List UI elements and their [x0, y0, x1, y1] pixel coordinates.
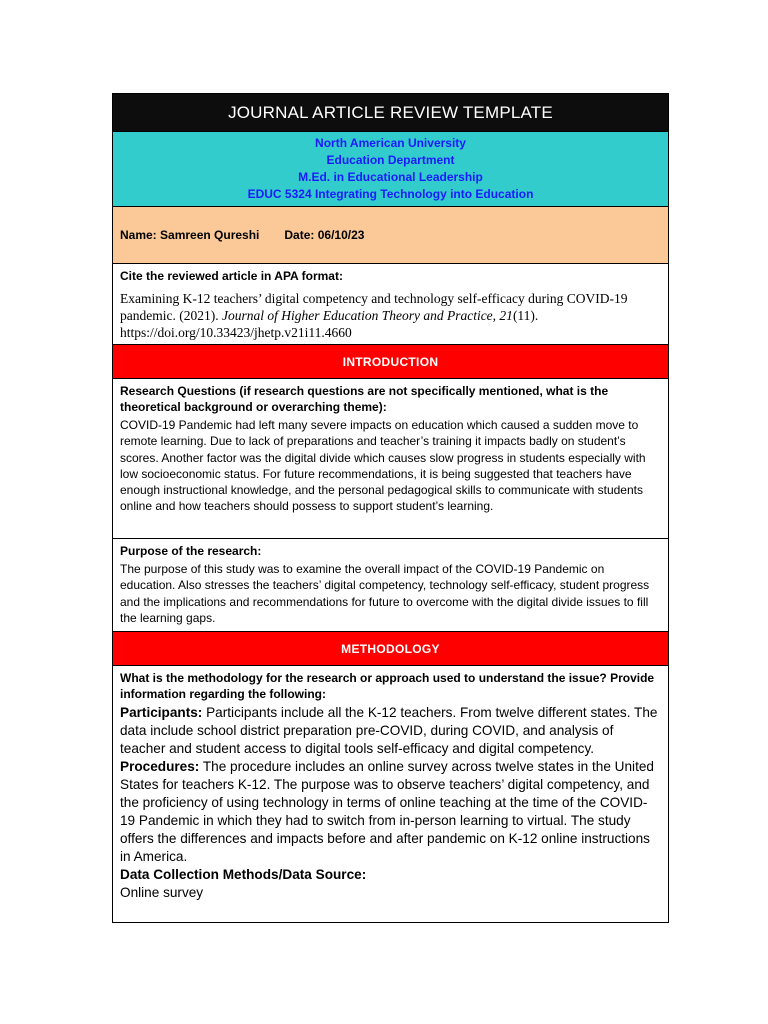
research-questions-label: Research Questions (if research questions are not specifically mentioned, what is the theoretical background or overarching theme):: [120, 384, 609, 414]
template-title-text: JOURNAL ARTICLE REVIEW TEMPLATE: [228, 102, 553, 122]
review-date: Date: 06/10/23: [284, 228, 365, 242]
template-title: [113, 94, 668, 132]
citation-block: [113, 264, 668, 345]
citation-journal: Journal of Higher Education Theory and Practice, 21: [221, 308, 513, 323]
program-name: M.Ed. in Educational Leadership: [298, 170, 483, 184]
university-block: [113, 132, 668, 207]
research-questions-block: [113, 379, 668, 539]
data-collection-text: Online survey: [120, 885, 204, 900]
procedures-text: The procedure includes an online survey across twelve states in the United States for teachers K-12. The purpose was to observe teachers’ digital competency, and the proficiency of using technology in terms of online teaching at the time of the COVID-19 Pandemic in which they had to switch from in-person learning to virtual. The study offers the differences and impacts before and after pandemic on K-12 online instructions in America.: [120, 759, 654, 864]
research-questions-text: COVID-19 Pandemic had left many severe impacts on education which caused a sudden move to remote learning. Due to lack of preparations and teacher’s training it impacts badly on student’s scores. Another factor was the digital divide which causes slow progress in students especially with low socioeconomic status. For future recommendations, it is being suggested that teachers have enough instructional knowledge, and the personal pedagogical skills to communicate with students online and how teachers should possess to support student’s learning.: [120, 418, 646, 514]
student-info-row: [113, 207, 668, 264]
purpose-text: The purpose of this study was to examine the overall impact of the COVID-19 Pandemic on education. Also stresses the teachers’ digital competency, technology self-efficacy, student progress and the implications and recommendations for future to overcome with the digital divide issues to fill the learning gaps.: [120, 562, 650, 625]
citation-text: [120, 290, 661, 341]
course-name: EDUC 5324 Integrating Technology into Education: [247, 187, 534, 201]
participants-text: Participants include all the K-12 teachers. From twelve different states. The data include school district preparation pre-COVID, during COVID, and analysis of teacher and student access to digital tools self-efficacy and digital competency.: [120, 705, 658, 756]
university-name: North American University: [315, 136, 466, 150]
participants-section: [120, 704, 661, 758]
methodology-question: What is the methodology for the research or approach used to understand the issue? Provide information regarding the following:: [120, 671, 655, 701]
methodology-heading: [113, 632, 668, 666]
participants-label: Participants:: [120, 705, 203, 720]
review-template-table: [112, 93, 669, 923]
introduction-heading-text: INTRODUCTION: [342, 354, 439, 369]
methodology-heading-text: METHODOLOGY: [341, 641, 440, 656]
citation-label: Cite the reviewed article in APA format:: [120, 269, 343, 283]
citation-text-main: Examining K-12 teachers’ digital competency and technology self-efficacy during COVID-19 pandemic. (2021).: [120, 291, 628, 323]
citation-text-doi: (11). https://doi.org/10.33423/jhetp.v21i11.4660: [120, 308, 539, 340]
purpose-label: Purpose of the research:: [120, 544, 262, 558]
procedures-label: Procedures:: [120, 759, 200, 774]
data-collection-label: Data Collection Methods/Data Source:: [120, 867, 367, 882]
methodology-block: [113, 666, 668, 922]
department-name: Education Department: [326, 153, 455, 167]
procedures-section: [120, 758, 661, 866]
student-name: Name: Samreen Qureshi: [120, 228, 260, 242]
purpose-block: [113, 539, 668, 632]
introduction-heading: [113, 345, 668, 379]
